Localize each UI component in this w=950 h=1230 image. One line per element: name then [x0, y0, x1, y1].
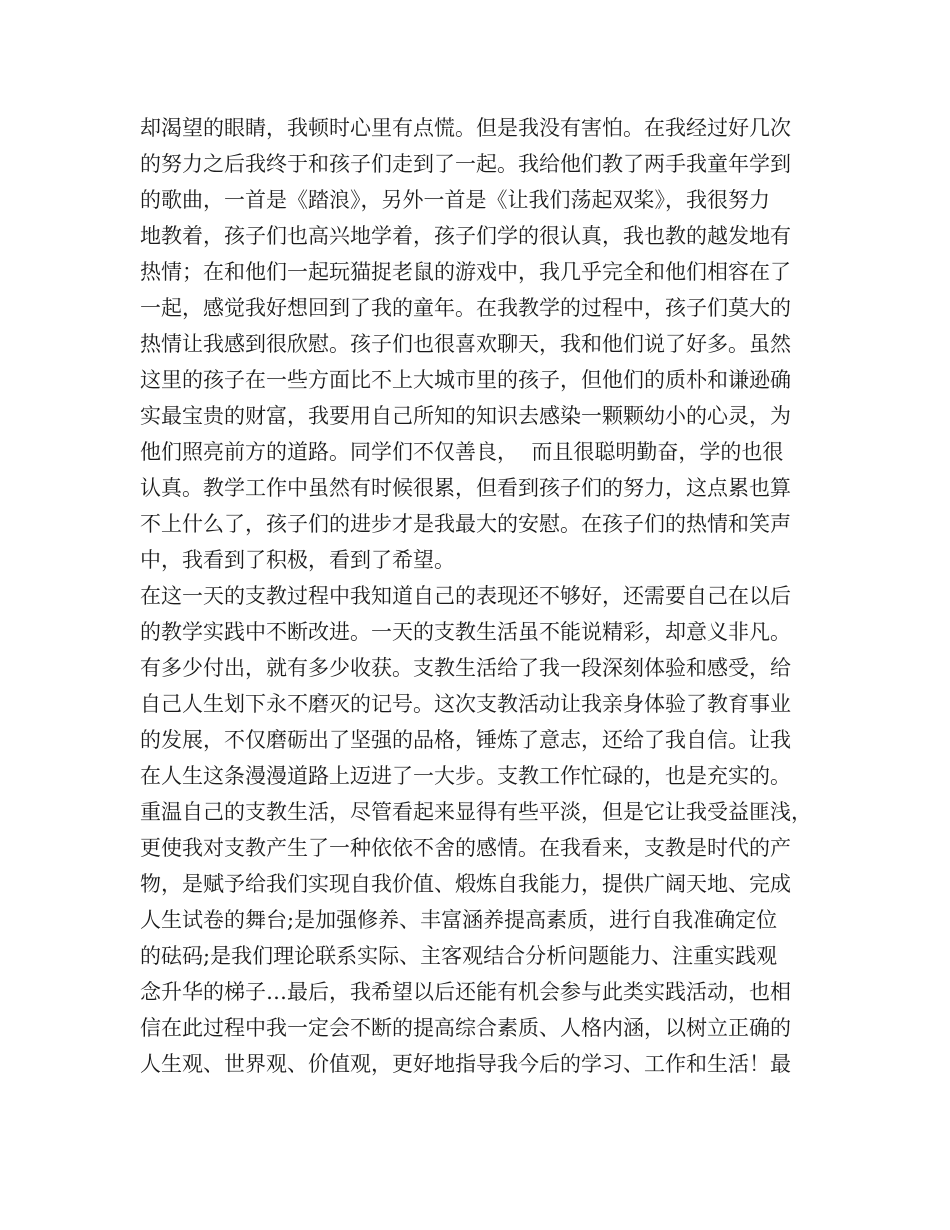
text-line: 人生试卷的舞台;是加强修养、丰富涵养提高素质，进行自我准确定位 [140, 908, 778, 932]
text-line: 认真。教学工作中虽然有时候很累，但看到孩子们的努力，这点累也算 [140, 476, 791, 500]
text-line: 重温自己的支教生活，尽管看起来显得有些平淡，但是它让我受益匪浅， [140, 800, 812, 824]
text-line: 热情；在和他们一起玩猫捉老鼠的游戏中，我几乎完全和他们相容在了 [140, 260, 791, 284]
text-line: 不上什么了，孩子们的进步才是我最大的安慰。在孩子们的热情和笑声 [140, 512, 791, 536]
text-line: 这里的孩子在一些方面比不上大城市里的孩子，但他们的质朴和谦逊确 [140, 368, 791, 392]
text-line: 有多少付出，就有多少收获。支教生活给了我一段深刻体验和感受，给 [140, 656, 791, 680]
text-line: 的歌曲，一首是《踏浪》，另外一首是《让我们荡起双桨》，我很努力 [140, 188, 770, 212]
text-line: 的砝码;是我们理论联系实际、主客观结合分析问题能力、注重实践观 [140, 944, 778, 968]
text-line: 他们照亮前方的道路。同学们不仅善良， 而且很聪明勤奋，学的也很 [140, 440, 784, 464]
text-line: 的发展，不仅磨砺出了坚强的品格，锤炼了意志，还给了我自信。让我 [140, 728, 791, 752]
text-line: 更使我对支教产生了一种依依不舍的感情。在我看来，支教是时代的产 [140, 836, 791, 860]
text-line: 在人生这条漫漫道路上迈进了一大步。支教工作忙碌的，也是充实的。 [140, 764, 791, 788]
text-line: 人生观、世界观、价值观，更好地指导我今后的学习、工作和生活！最 [140, 1052, 791, 1076]
text-line: 在这一天的支教过程中我知道自己的表现还不够好，还需要自己在以后 [140, 584, 791, 608]
text-line: 信在此过程中我一定会不断的提高综合素质、人格内涵，以树立正确的 [140, 1016, 791, 1040]
text-line: 一起，感觉我好想回到了我的童年。在我教学的过程中，孩子们莫大的 [140, 296, 791, 320]
text-line: 中，我看到了积极，看到了希望。 [140, 548, 455, 572]
text-line: 地教着，孩子们也高兴地学着，孩子们学的很认真，我也教的越发地有 [140, 224, 791, 248]
text-line: 的教学实践中不断改进。一天的支教生活虽不能说精彩，却意义非凡。 [140, 620, 791, 644]
text-line: 热情让我感到很欣慰。孩子们也很喜欢聊天，我和他们说了好多。虽然 [140, 332, 791, 356]
body-text [140, 110, 830, 1082]
text-line: 却渴望的眼睛，我顿时心里有点慌。但是我没有害怕。在我经过好几次 [140, 116, 791, 140]
text-line: 物，是赋予给我们实现自我价值、煅炼自我能力，提供广阔天地、完成 [140, 872, 791, 896]
text-line: 实最宝贵的财富，我要用自己所知的知识去感染一颗颗幼小的心灵，为 [140, 404, 791, 428]
text-line: 念升华的梯子…最后，我希望以后还能有机会参与此类实践活动，也相 [140, 980, 791, 1004]
text-line: 的努力之后我终于和孩子们走到了一起。我给他们教了两手我童年学到 [140, 152, 791, 176]
text-line: 自己人生划下永不磨灭的记号。这次支教活动让我亲身体验了教育事业 [140, 692, 791, 716]
